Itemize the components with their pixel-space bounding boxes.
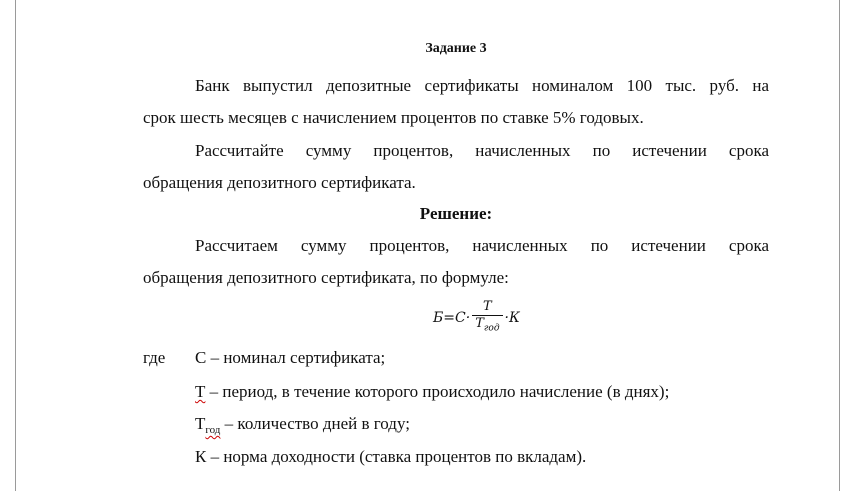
legend-tgod-text: – количество дней в году; <box>220 414 410 433</box>
formula-lhs: Б=С· <box>433 310 471 326</box>
interest-formula <box>433 296 520 340</box>
task-paragraph-2 <box>143 135 769 199</box>
task-paragraph-1 <box>143 70 769 134</box>
legend-c: С – номинал сертификата; <box>195 348 386 367</box>
legend-tgod-letter: Т <box>195 414 206 433</box>
task-p1-line1: Банк выпустил депозитные сертификаты номиналом 100 тыс. руб. на <box>195 76 769 95</box>
solution-p1-line2: обращения депозитного сертификата, по формуле: <box>143 268 509 287</box>
solution-p1-line1: Рассчитаем сумму процентов, начисленных по истечении срока <box>195 236 769 255</box>
formula-denominator: $T_{год}$ <box>475 316 500 334</box>
page-left-edge <box>15 0 16 491</box>
legend-tgod <box>195 410 410 444</box>
document-page <box>143 0 769 491</box>
formula-denominator-sub: год <box>483 323 500 334</box>
task-p1-line2: срок шесть месяцев с начислением процентов по ставке 5% годовых. <box>143 108 644 127</box>
solution-heading: Решение: <box>419 204 493 223</box>
legend-t-letter: Т <box>195 382 206 401</box>
task-title: Задание 3 <box>425 41 487 56</box>
where-label: где <box>143 348 166 367</box>
solution-paragraph <box>143 230 769 294</box>
legend-t <box>195 378 669 406</box>
legend-k: К – норма доходности (ставка процентов по вкладам). <box>195 447 587 466</box>
page-right-edge <box>839 0 840 491</box>
legend-tgod-sub: год <box>205 424 221 436</box>
legend-t-text: – период, в течение которого происходило начисление (в днях); <box>205 382 670 401</box>
formula-fraction <box>472 299 502 337</box>
formula-numerator: T <box>483 299 492 315</box>
formula-rhs: ·К <box>504 310 520 326</box>
task-p2-line1: Рассчитайте сумму процентов, начисленных по истечении срока <box>195 141 769 160</box>
task-p2-line2: обращения депозитного сертификата. <box>143 173 416 192</box>
